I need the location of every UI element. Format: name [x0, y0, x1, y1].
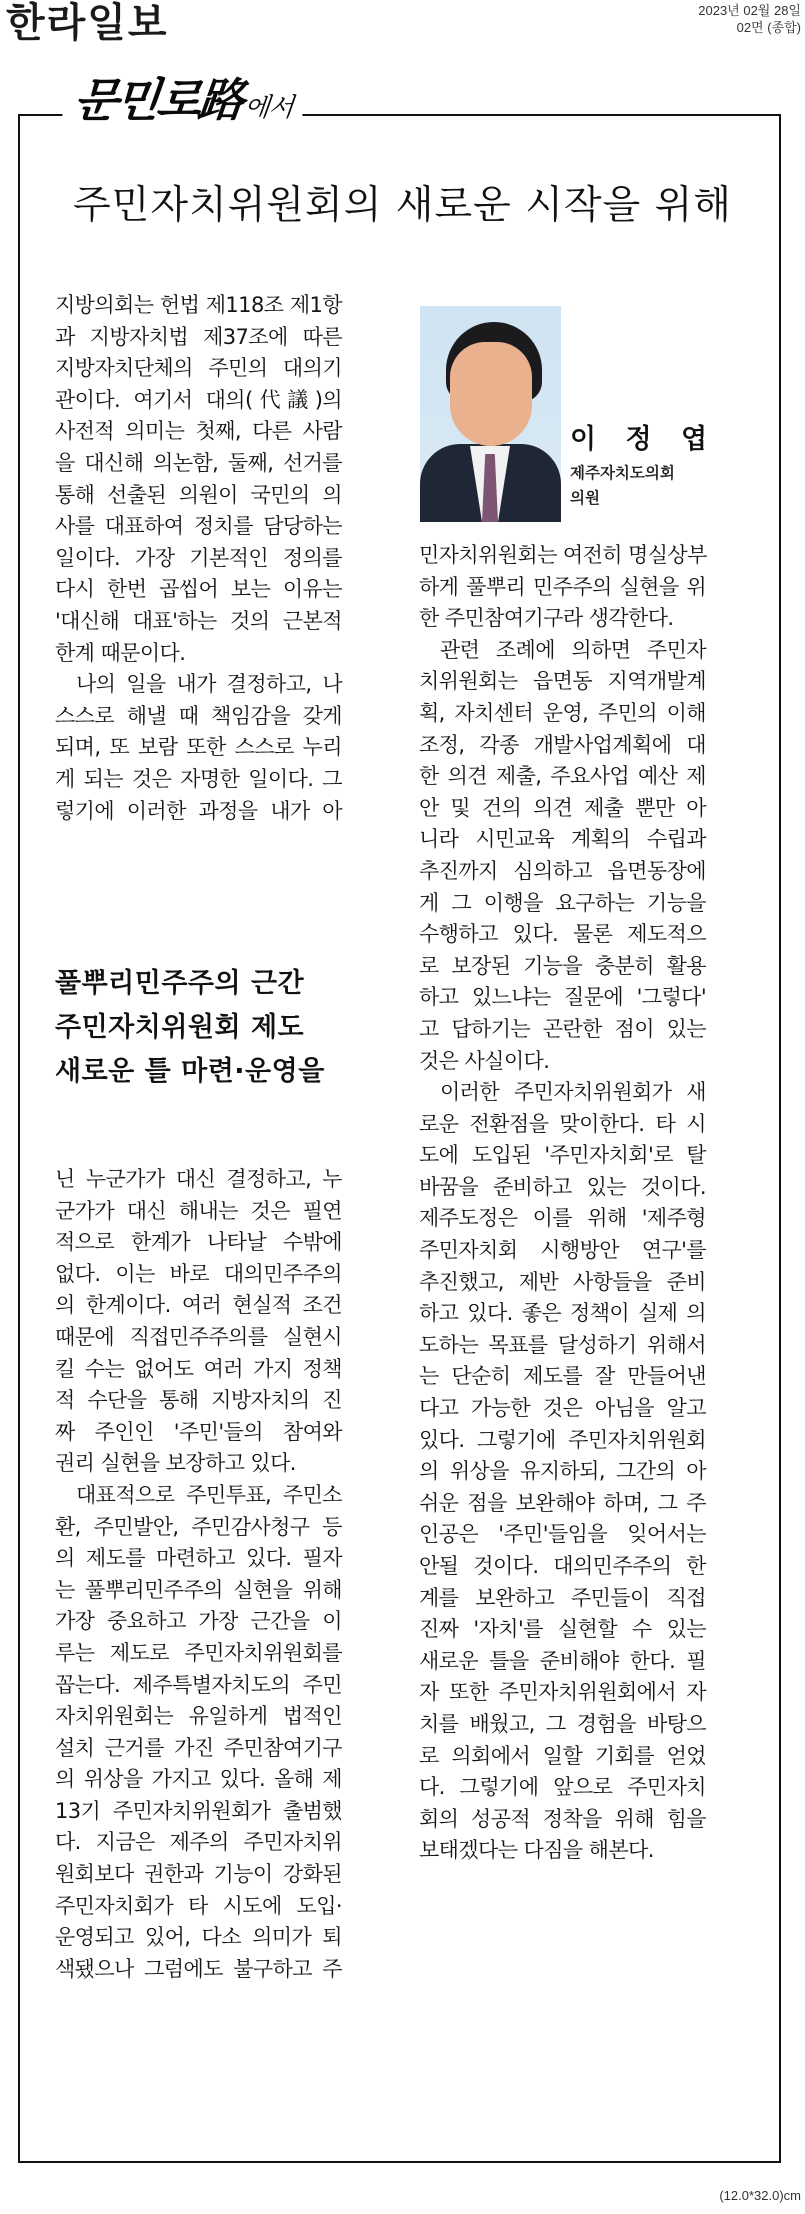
- subhead-line: 주민자치위원회 제도: [55, 1012, 305, 1043]
- body-line: 운영되고 있어, 다소 의미가 퇴: [55, 1925, 342, 1950]
- column-logo: [61, 68, 307, 132]
- page-section: 02면 (종합): [736, 20, 801, 35]
- author-affiliation: [570, 461, 675, 511]
- body-line: 하고 있느냐는 질문에 '그렇다': [419, 985, 706, 1010]
- body-line: 다. 지금은 제주의 주민자치위: [55, 1830, 342, 1855]
- body-line: 관련 조례에 의하면 주민자: [440, 637, 706, 662]
- body-line: 없다. 이는 바로 대의민주주의: [55, 1261, 342, 1286]
- article-subhead: [55, 962, 355, 1094]
- body-line: 지방자치단체의 주민의 대의기: [55, 356, 342, 381]
- newspaper-masthead: 한라일보: [6, 0, 169, 46]
- body-line: 관이다. 여기서 대의(代議)의: [55, 387, 342, 412]
- body-line: 지방의회는 헌법 제118조 제1항: [55, 293, 342, 317]
- body-line: 나의 일을 내가 결정하고, 나: [76, 672, 342, 697]
- body-line: 짜 주인인 '주민'들의 참여와: [55, 1419, 342, 1444]
- body-line: 권리 실현을 보장하고 있다.: [55, 1451, 296, 1476]
- body-line: 적 수단을 통해 지방자치의 진: [55, 1388, 342, 1413]
- body-line: 계를 보완하고 주민들이 직접: [419, 1585, 706, 1610]
- body-line: 꼽는다. 제주특별자치도의 주민: [55, 1672, 342, 1697]
- body-line: 제주도정은 이를 위해 '제주형: [419, 1206, 706, 1231]
- author-name: 이 정 엽: [570, 424, 718, 455]
- body-line: 도하는 목표를 달성하기 위해서: [419, 1332, 706, 1357]
- body-line: 고 답하기는 곤란한 점이 있는: [419, 1016, 706, 1041]
- body-line: 쉬운 점을 보완해야 하며, 그 주: [419, 1490, 706, 1515]
- body-line: 진짜 '자치'를 실현할 수 있는: [419, 1617, 706, 1642]
- body-line: 의 제도를 마련하고 있다. 필자: [55, 1546, 342, 1571]
- body-line: 하고 있다. 좋은 정책이 실제 의: [419, 1301, 706, 1326]
- body-line: 한계 때문이다.: [55, 640, 186, 665]
- body-line: 통해 선출된 의원이 국민의 의: [55, 482, 342, 507]
- body-line: 안 및 건의 의견 제출 뿐만 아: [419, 795, 706, 820]
- body-line: 색됐으나 그럼에도 불구하고 주: [55, 1956, 342, 1981]
- body-line: 과 지방자치법 제37조에 따른: [55, 324, 342, 349]
- body-line: 안될 것이다. 대의민주주의 한: [419, 1554, 706, 1578]
- body-line: 다. 그렇기에 앞으로 주민자치: [419, 1775, 706, 1800]
- publish-date: 2023년 02월 28일: [698, 3, 801, 18]
- body-line: 주민자치회 시행방안 연구'를: [419, 1238, 706, 1263]
- body-line: 되며, 또 보람 또한 스스로 누리: [55, 735, 342, 760]
- body-line: 의 위상을 가지고 있다. 올해 제: [55, 1767, 342, 1792]
- body-line: 로 보장된 기능을 충분히 활용: [419, 953, 706, 978]
- body-line: 을 대신해 의논함, 둘째, 선거를: [55, 450, 342, 475]
- body-line: 주민자치회가 타 시도에 도입·: [55, 1893, 342, 1918]
- body-line: 는 단순히 제도를 잘 만들어낸: [419, 1364, 706, 1389]
- body-line: 한 주민참여기구라 생각한다.: [419, 606, 674, 631]
- body-line: 치를 배웠고, 그 경험을 바탕으: [419, 1711, 706, 1736]
- body-line: '대신해 대표'하는 것의 근본적: [55, 608, 342, 633]
- body-line: 다시 한번 곱씹어 보는 이유는: [55, 577, 342, 602]
- body-line: 다고 가능한 것은 아님을 알고: [419, 1396, 706, 1421]
- photo-face: [450, 342, 532, 446]
- body-line: 렇기에 이러한 과정을 내가 아: [55, 798, 342, 823]
- author-affiliation-line: 제주자치도의회: [570, 464, 675, 482]
- body-line: 닌 누군가가 대신 결정하고, 누: [55, 1167, 342, 1191]
- body-line: 한 의견 제출, 주요사업 예산 제: [419, 764, 706, 789]
- subhead-line: 새로운 틀 마련·운영을: [55, 1056, 325, 1087]
- body-line: 환, 주민발안, 주민감사청구 등: [55, 1514, 342, 1539]
- body-line: 사를 대표하여 정치를 담당하는: [55, 514, 342, 539]
- author-photo: [420, 306, 561, 522]
- column-logo-title: 문민로路: [71, 73, 245, 127]
- body-line: 스스로 해낼 때 책임감을 갖게: [55, 703, 342, 728]
- body-line: 킬 수는 없어도 여러 가지 정책: [55, 1356, 342, 1381]
- body-line: 이러한 주민자치위원회가 새: [440, 1080, 706, 1105]
- body-line: 수행하고 있다. 물론 제도적으: [419, 922, 706, 947]
- body-line: 획, 자치센터 운영, 주민의 이해: [419, 700, 706, 725]
- body-line: 자치위원회는 유일하게 법적인: [55, 1704, 342, 1729]
- clipping-size-note: (12.0*32.0)cm: [719, 2188, 801, 2203]
- body-line: 도에 도입된 '주민자치회'로 탈: [419, 1143, 706, 1168]
- dateline: [698, 2, 801, 36]
- body-column-right: [419, 540, 706, 1867]
- body-line: 추진까지 심의하고 읍면동장에: [419, 858, 706, 883]
- author-title-line: 의원: [570, 489, 600, 507]
- body-line: 새로운 틀을 준비해야 한다. 필: [419, 1648, 706, 1673]
- article-headline: 주민자치위원회의 새로운 시작을 위해: [73, 183, 732, 228]
- body-line: 조정, 각종 개발사업계획에 대: [419, 732, 706, 757]
- body-line: 가장 중요하고 가장 근간을 이: [55, 1609, 342, 1634]
- body-line: 13기 주민자치위원회가 출범했: [55, 1798, 342, 1823]
- body-line: 군가가 대신 해내는 것은 필연: [55, 1198, 342, 1223]
- body-line: 있다. 그렇기에 주민자치위원회: [419, 1427, 706, 1452]
- body-line: 는 풀뿌리민주주의 실현을 위해: [55, 1577, 342, 1602]
- body-line: 로 의회에서 일할 기회를 얻었: [419, 1743, 706, 1768]
- body-line: 회의 성공적 정착을 위해 힘을: [419, 1806, 706, 1831]
- body-line: 하게 풀뿌리 민주주의 실현을 위: [419, 574, 706, 599]
- body-line: 자 또한 주민자치위원회에서 자: [419, 1680, 706, 1705]
- body-line: 적으로 한계가 나타날 수밖에: [55, 1230, 342, 1255]
- body-line: 니라 시민교육 계획의 수립과: [419, 827, 706, 852]
- body-line: 로운 전환점을 맞이한다. 타 시: [419, 1111, 706, 1136]
- body-line: 바꿈을 준비하고 있는 것이다.: [419, 1174, 706, 1199]
- body-line: 민자치위원회는 여전히 명실상부: [419, 543, 707, 567]
- body-line: 인공은 '주민'들임을 잊어서는: [419, 1522, 706, 1547]
- body-line: 게 그 이행을 요구하는 기능을: [419, 890, 706, 915]
- subhead-line: 풀뿌리민주주의 근간: [55, 968, 305, 999]
- body-line: 추진했고, 제반 사항들을 준비: [419, 1269, 706, 1294]
- body-line: 보태겠다는 다짐을 해본다.: [419, 1838, 654, 1863]
- body-line: 의 위상을 유지하되, 그간의 아: [419, 1459, 706, 1484]
- body-line: 치위원회는 읍면동 지역개발계: [419, 669, 706, 694]
- body-line: 일이다. 가장 기본적인 정의를: [55, 545, 342, 570]
- body-line: 원회보다 권한과 기능이 강화된: [55, 1862, 342, 1887]
- body-line: 루는 제도로 주민자치위원회를: [55, 1640, 342, 1665]
- body-line: 설치 근거를 가진 주민참여기구: [55, 1735, 342, 1760]
- body-column-left-top: [55, 290, 342, 827]
- body-line: 것은 사실이다.: [419, 1048, 550, 1073]
- column-logo-suffix: 에서: [242, 93, 295, 123]
- body-line: 대표적으로 주민투표, 주민소: [76, 1482, 342, 1507]
- body-line: 게 되는 것은 자명한 일이다. 그: [55, 766, 342, 791]
- body-line: 사전적 의미는 첫째, 다른 사람: [55, 419, 342, 444]
- body-line: 의 한계이다. 여러 현실적 조건: [55, 1293, 342, 1318]
- body-line: 때문에 직접민주주의를 실현시: [55, 1324, 342, 1349]
- body-column-left-bottom: [55, 1164, 342, 1985]
